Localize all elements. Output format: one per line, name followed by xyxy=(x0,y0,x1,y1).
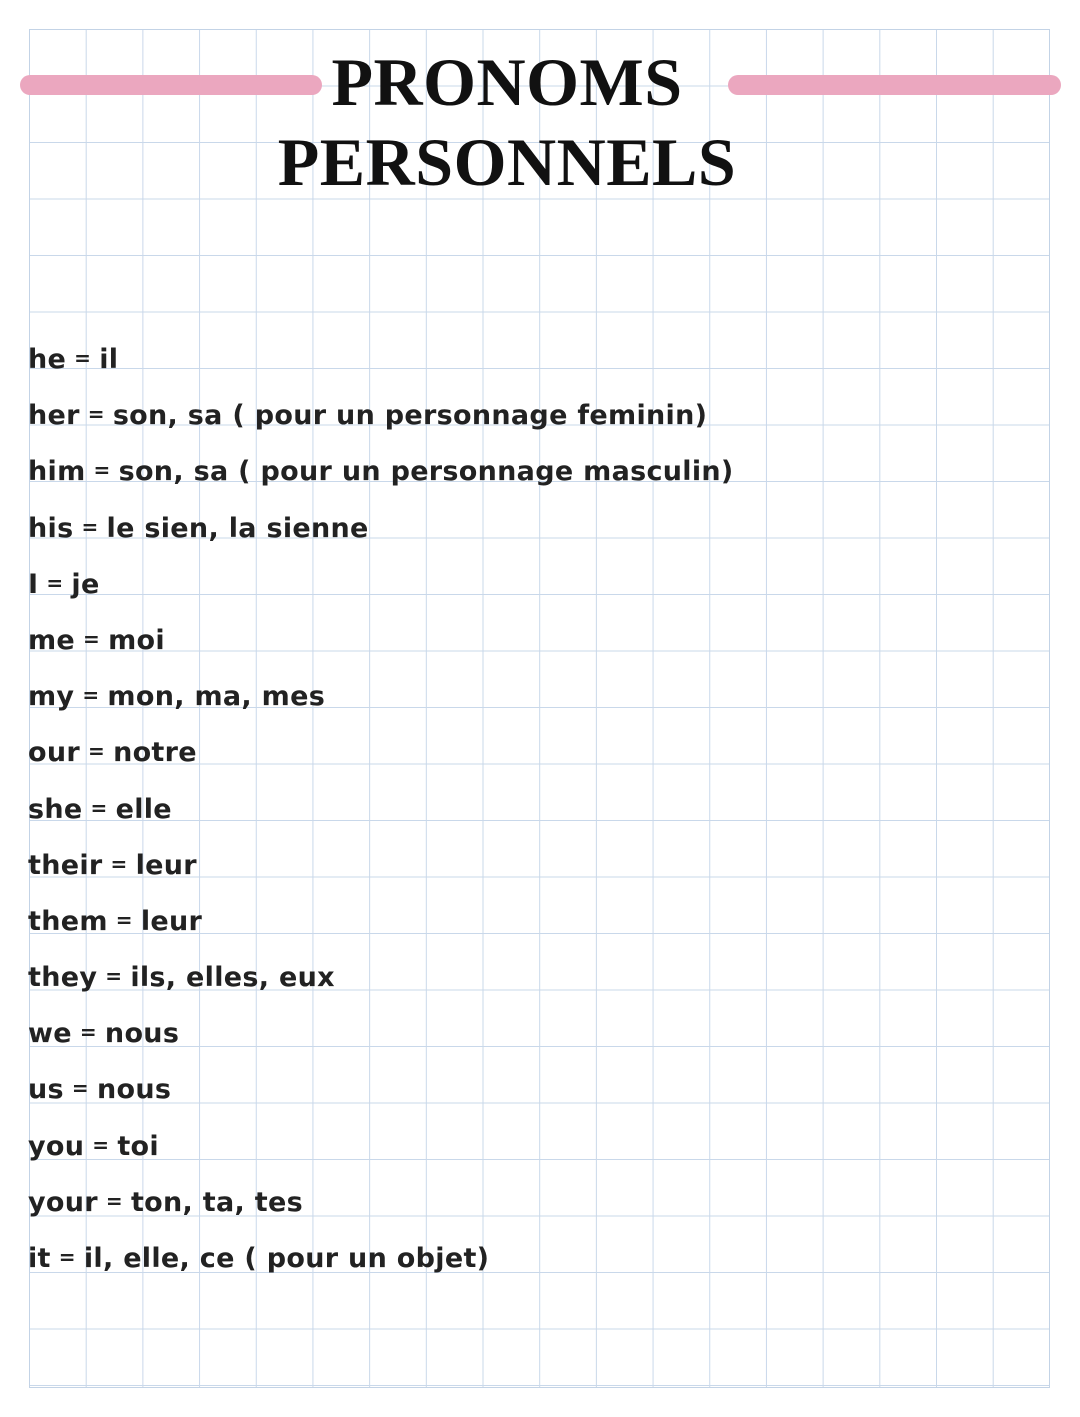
pronoun-entry xyxy=(28,442,734,498)
english-pronoun: your xyxy=(28,1186,98,1218)
english-pronoun: he xyxy=(28,344,67,375)
french-translation: son, sa ( pour un personnage feminin) xyxy=(112,400,708,432)
equals-sign: = xyxy=(93,458,111,483)
french-translation: leur xyxy=(135,849,197,881)
title-decoration-right xyxy=(728,75,1061,95)
pronoun-entry xyxy=(28,1060,734,1116)
pronoun-entry xyxy=(28,836,734,892)
french-translation: je xyxy=(71,568,100,600)
english-pronoun: we xyxy=(28,1018,72,1050)
pronoun-entry xyxy=(28,948,734,1004)
english-pronoun: they xyxy=(28,962,98,994)
equals-sign: = xyxy=(105,964,123,989)
french-translation: son, sa ( pour un personnage masculin) xyxy=(118,456,734,488)
english-pronoun: she xyxy=(28,793,83,825)
equals-sign: = xyxy=(46,570,64,595)
english-pronoun: my xyxy=(28,681,75,713)
equals-sign: = xyxy=(74,346,92,370)
page-title-line-1: PRONOMS xyxy=(331,44,683,120)
pronoun-entry xyxy=(28,1117,734,1173)
equals-sign: = xyxy=(82,683,100,708)
pronoun-entry xyxy=(28,611,734,667)
english-pronoun: our xyxy=(28,737,80,769)
page-title-line-2: PERSONNELS xyxy=(277,124,737,200)
pronoun-entry xyxy=(28,667,734,723)
english-pronoun: me xyxy=(28,624,76,656)
pronoun-entry xyxy=(28,555,734,611)
equals-sign: = xyxy=(71,1076,89,1101)
pronoun-entry xyxy=(28,1004,734,1060)
english-pronoun: his xyxy=(28,512,74,544)
equals-sign: = xyxy=(87,402,105,427)
french-translation: toi xyxy=(117,1130,159,1162)
pronoun-entry xyxy=(28,330,734,386)
french-translation: notre xyxy=(113,737,197,769)
equals-sign: = xyxy=(58,1245,76,1269)
french-translation: nous xyxy=(96,1074,172,1106)
french-translation: moi xyxy=(108,624,165,656)
pronoun-entry xyxy=(28,780,734,836)
french-translation: ton, ta, tes xyxy=(130,1186,303,1218)
french-translation: leur xyxy=(140,905,203,937)
equals-sign: = xyxy=(110,851,128,876)
pronoun-entry xyxy=(28,892,734,948)
pronoun-list xyxy=(28,330,734,1285)
english-pronoun: it xyxy=(28,1243,51,1274)
equals-sign: = xyxy=(83,626,101,651)
equals-sign: = xyxy=(105,1188,123,1213)
pronoun-entry xyxy=(28,1229,734,1285)
english-pronoun: them xyxy=(28,905,108,937)
english-pronoun: him xyxy=(28,456,86,488)
equals-sign: = xyxy=(90,795,108,820)
pronoun-entry xyxy=(28,1173,734,1229)
french-translation: le sien, la sienne xyxy=(106,512,369,544)
french-translation: mon, ma, mes xyxy=(107,681,326,713)
english-pronoun: I xyxy=(28,568,39,600)
pronoun-entry xyxy=(28,499,734,555)
equals-sign: = xyxy=(88,739,106,764)
french-translation: nous xyxy=(104,1018,180,1050)
equals-sign: = xyxy=(115,907,133,932)
french-translation: ils, elles, eux xyxy=(130,962,335,994)
english-pronoun: us xyxy=(28,1074,64,1106)
english-pronoun: you xyxy=(28,1130,85,1162)
french-translation: il xyxy=(99,344,119,375)
equals-sign: = xyxy=(81,514,99,539)
pronoun-entry xyxy=(28,723,734,779)
french-translation: il, elle, ce ( pour un objet) xyxy=(83,1243,490,1274)
french-translation: elle xyxy=(115,793,172,825)
equals-sign: = xyxy=(79,1020,97,1045)
english-pronoun: her xyxy=(28,400,80,432)
pronoun-entry xyxy=(28,386,734,442)
english-pronoun: their xyxy=(28,849,103,881)
equals-sign: = xyxy=(92,1132,110,1157)
